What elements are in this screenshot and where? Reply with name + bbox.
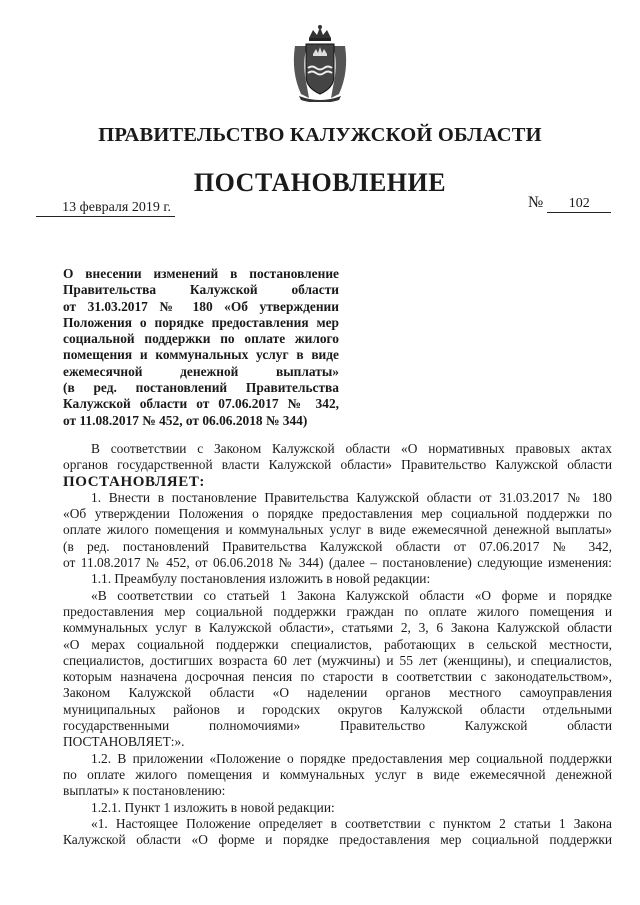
body-line: муниципальных районов и городских округов Калужской области отдельными [63, 701, 612, 717]
document-type-title: ПОСТАНОВЛЕНИЕ [193, 168, 447, 197]
body-line: 1. Внести в постановление Правительства Калужской области от 31.03.2017 № 180 [91, 489, 612, 505]
document-number [528, 194, 611, 213]
subject-line: Правительства Калужской области [63, 282, 339, 298]
body-line: по оплате жилого помещения и коммунальных услуг в виде ежемесячной денежной [63, 766, 612, 782]
government-title: ПРАВИТЕЛЬСТВО КАЛУЖСКОЙ ОБЛАСТИ [98, 124, 542, 146]
subject-line: помещения и коммунальных услуг в виде [63, 347, 339, 363]
body-line: «О мерах социальной поддержки специалистов, работающих в сельской местности, [63, 636, 612, 652]
body-line: (в ред. постановлений Правительства Калужской области от 07.06.2017 № 342, [63, 538, 612, 554]
body-line: органов государственной власти Калужской области» Правительство Калужской области [63, 457, 612, 473]
body-line: Калужской области «О форме и порядке предоставления мер социальной поддержки [63, 832, 612, 848]
body-line: «Об утверждении Положения о порядке предоставления мер социальной поддержки по [63, 506, 612, 522]
document-date: 13 февраля 2019 г. [36, 200, 175, 217]
decree-body [63, 441, 612, 848]
body-line: выплаты» к постановлению: [63, 783, 226, 799]
subject-line: О внесении изменений в постановление [63, 266, 339, 281]
body-line: ПОСТАНОВЛЯЕТ:». [63, 734, 185, 750]
body-line: 1.2. В приложении «Положение о порядке предоставления мер социальной поддержки [91, 750, 612, 766]
body-line: коммунальных услуг в Калужской области», статьями 2, 3, 6 Закона Калужской области [63, 620, 612, 636]
body-line: специалистов, достигших возраста 60 лет (мужчины) и 55 лет (женщины), и специалистов, [63, 652, 612, 668]
body-line: государственными полномочиями» Правительство Калужской области [63, 718, 612, 734]
subject-line: от 11.08.2017 № 452, от 06.06.2018 № 344) [63, 412, 308, 428]
number-label: № [528, 194, 544, 211]
body-line: оплате жилого помещения и коммунальных услуг в виде ежемесячной денежной выплаты» [63, 522, 612, 538]
number-value: 102 [547, 196, 611, 213]
body-line: «В соответствии со статьей 1 Закона Калужской области «О форме и порядке [91, 587, 612, 603]
body-line: ПОСТАНОВЛЯЕТ: [63, 473, 206, 490]
body-line: которым назначена досрочная пенсия по старости в соответствии с законодательством», [63, 669, 612, 685]
body-line: В соответствии с Законом Калужской области «О нормативных правовых актах [91, 441, 612, 456]
decree-subject [63, 266, 339, 429]
subject-line: от 31.03.2017 № 180 «Об утверждении [63, 298, 339, 314]
body-line: «1. Настоящее Положение определяет в соответствии с пунктом 2 статьи 1 Закона [91, 815, 612, 831]
body-line: 1.1. Преамбулу постановления изложить в новой редакции: [91, 571, 431, 587]
subject-line: Калужской области от 07.06.2017 № 342, [63, 396, 339, 412]
subject-line: Положения о порядке предоставления мер [63, 314, 339, 330]
body-line: Законом Калужской области «О наделении органов местного самоуправления [63, 685, 612, 701]
body-line: от 11.08.2017 № 452, от 06.06.2018 № 344) (далее – постановление) следующие изменения: [63, 555, 612, 571]
body-line: 1.2.1. Пункт 1 изложить в новой редакции: [91, 799, 335, 815]
subject-line: (в ред. постановлений Правительства [63, 380, 339, 396]
kaluga-coat-of-arms-icon [289, 24, 351, 102]
subject-line: ежемесячной денежной выплаты» [63, 363, 339, 379]
body-line: предоставления мер социальной поддержки граждан по оплате жилого помещения и [63, 603, 612, 619]
subject-line: социальной поддержки по оплате жилого [63, 331, 339, 347]
